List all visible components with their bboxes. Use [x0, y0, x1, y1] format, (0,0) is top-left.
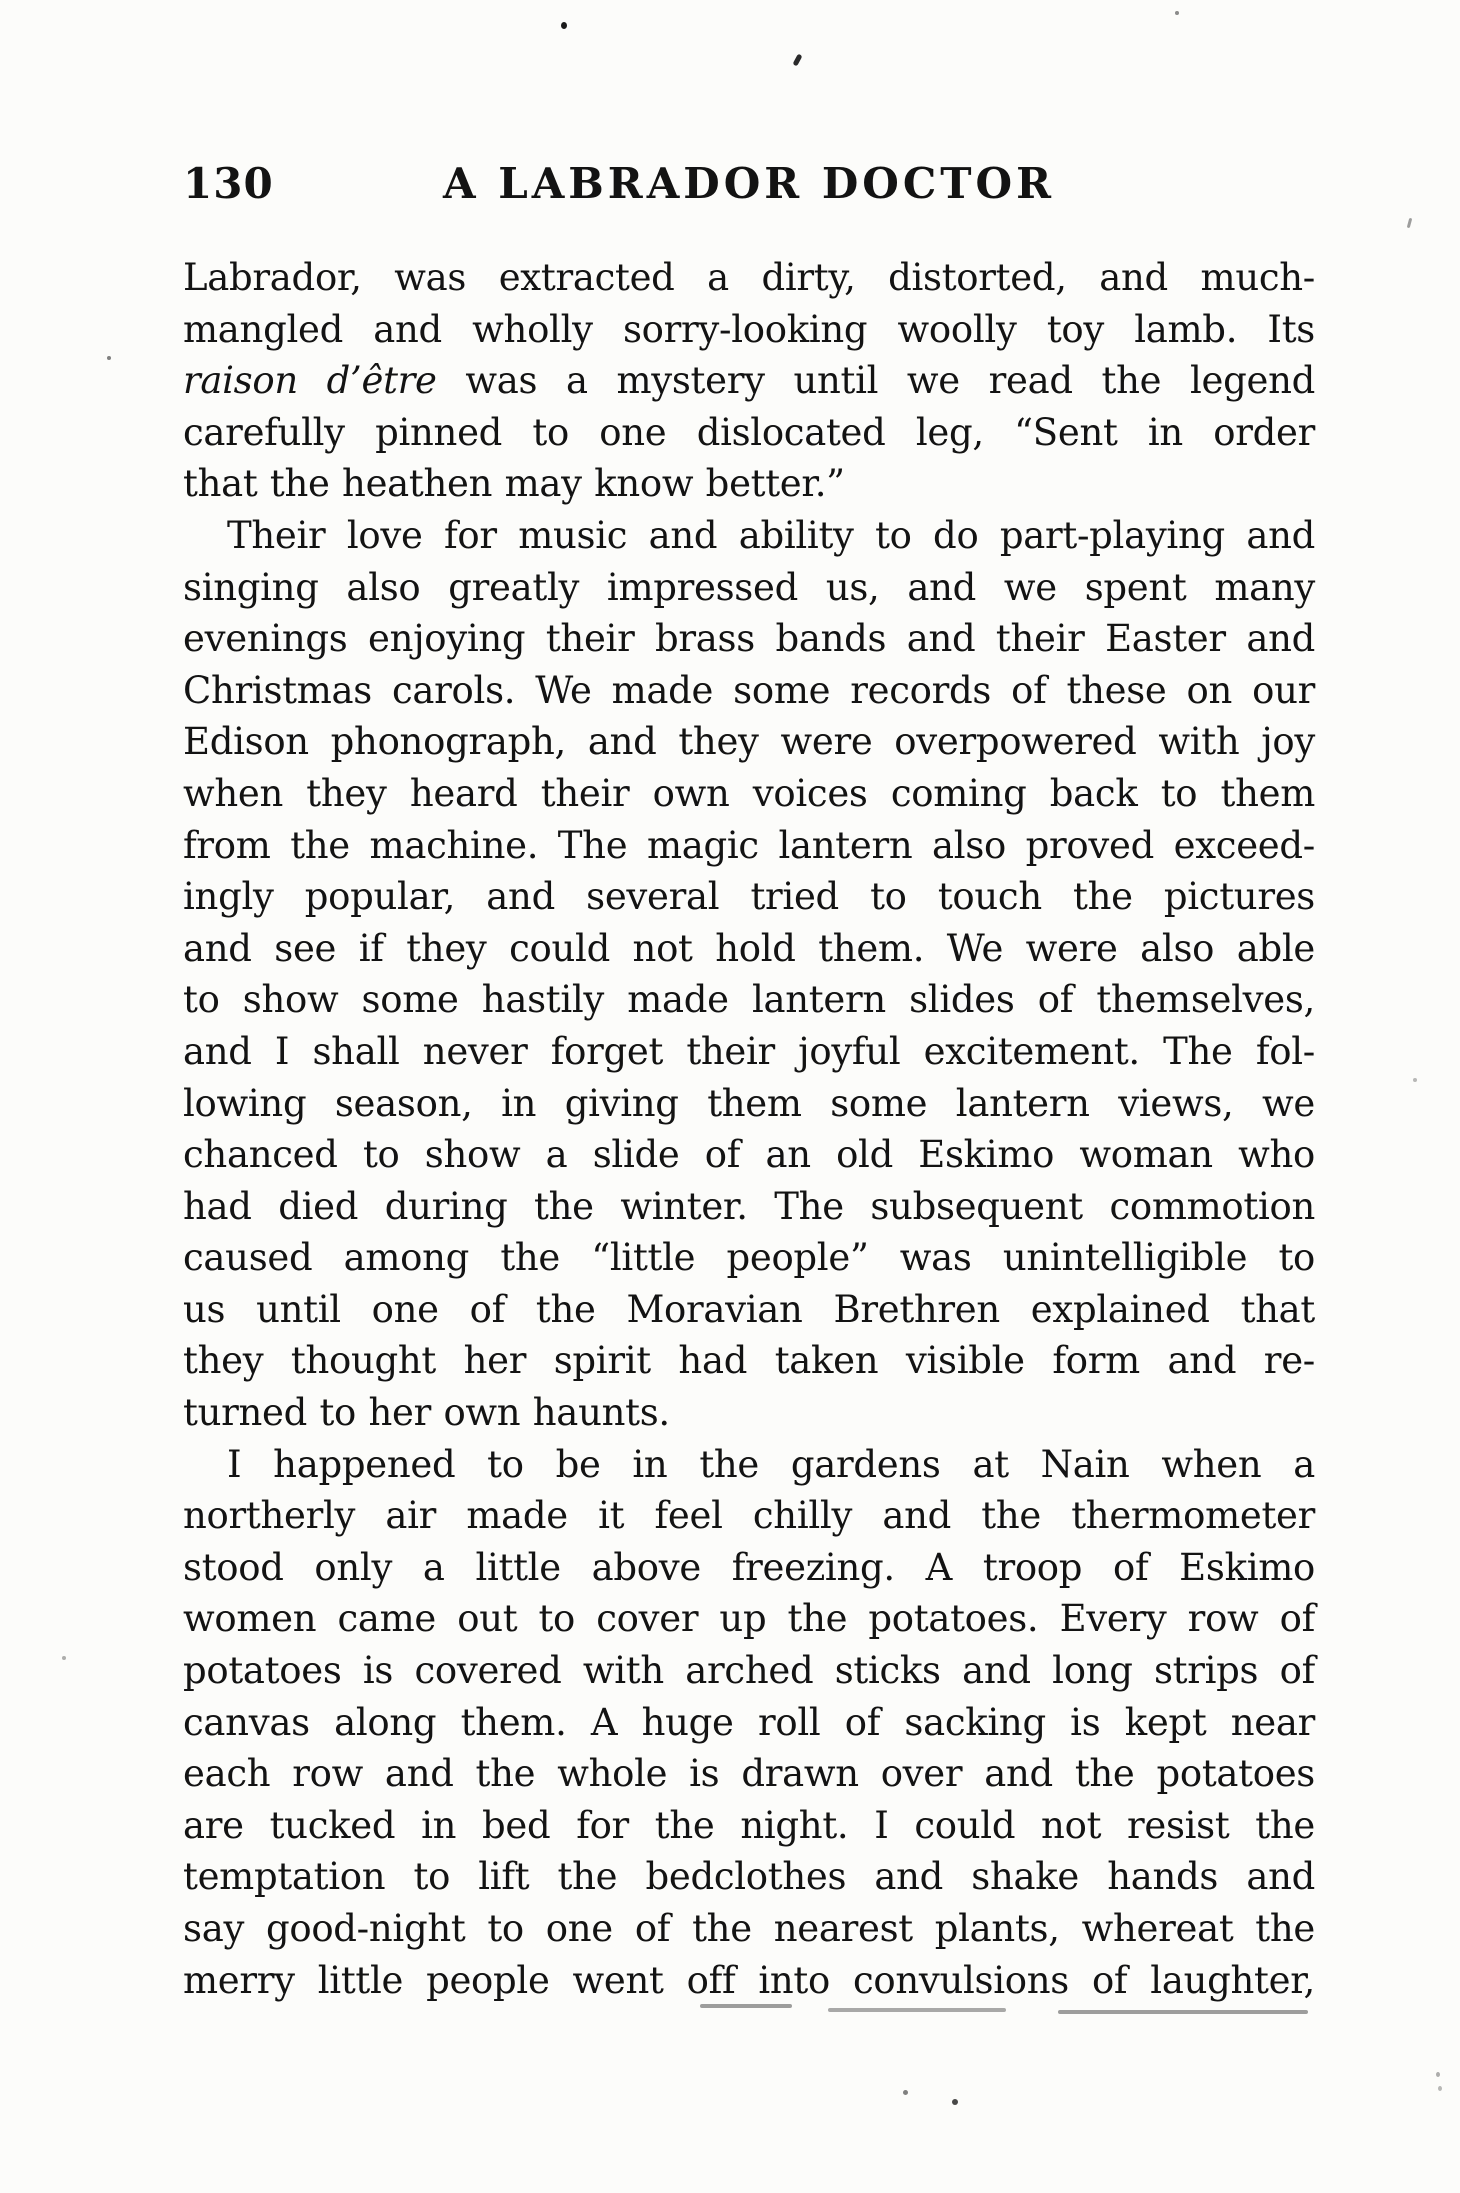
text-segment: evenings enjoying their brass bands and their Easter and [183, 617, 1315, 661]
body-line [183, 1026, 1315, 1078]
body-line [183, 871, 1315, 923]
body-line [183, 768, 1315, 820]
body-line [183, 562, 1315, 614]
body-line [183, 1903, 1315, 1955]
body-line [183, 1284, 1315, 1336]
body-line [183, 1697, 1315, 1749]
scan-speck [952, 2099, 958, 2105]
text-segment: potatoes is covered with arched sticks and long strips of [183, 1649, 1315, 1693]
text-segment: Edison phonograph, and they were overpowered with joy [183, 720, 1315, 764]
body-line [183, 1748, 1315, 1800]
body-line [183, 1542, 1315, 1594]
text-segment: when they heard their own voices coming back to them [183, 771, 1315, 815]
text-segment: stood only a little above freezing. A troop of Eskimo [183, 1545, 1315, 1589]
body-line [183, 1593, 1315, 1645]
text-segment: canvas along them. A huge roll of sacking is kept near [183, 1700, 1315, 1744]
text-segment: temptation to lift the bedclothes and shake hands and [183, 1855, 1315, 1899]
text-segment: was a mystery until we read the legend [465, 359, 1316, 403]
scan-smudge [700, 2004, 792, 2008]
scan-speck [107, 356, 111, 360]
body-line [183, 458, 1315, 510]
text-segment: lowing season, in giving them some lantern views, we [183, 1081, 1315, 1125]
body-line [183, 510, 1315, 562]
text-segment: mangled and wholly sorry-looking woolly toy lamb. Its [183, 307, 1315, 351]
italic-phrase: raison d’être [183, 359, 466, 403]
text-segment: Labrador, was extracted a dirty, distorted, and much- [183, 256, 1315, 299]
text-segment: ingly popular, and several tried to touch the pictures [183, 875, 1315, 919]
text-segment: are tucked in bed for the night. I could not resist the [183, 1803, 1315, 1847]
body-line [183, 1387, 1315, 1439]
body-line [183, 1490, 1315, 1542]
body-line [183, 1645, 1315, 1697]
text-segment: caused among the “little people” was unintelligible to [183, 1236, 1315, 1280]
text-segment: Their love for music and ability to do part-playing and [227, 513, 1315, 557]
body-line [183, 1851, 1315, 1903]
body-text [183, 252, 1315, 2006]
text-segment: to show some hastily made lantern slides of themselves, [183, 978, 1315, 1022]
body-line [183, 716, 1315, 768]
body-line [183, 1335, 1315, 1387]
text-segment: and see if they could not hold them. We were also able [183, 926, 1315, 970]
scan-smudge [828, 2008, 1006, 2012]
body-line [183, 1181, 1315, 1233]
body-line [183, 820, 1315, 872]
running-title: A LABRADOR DOCTOR [442, 159, 1056, 208]
scan-speck [561, 22, 567, 29]
page-number: 130 [183, 159, 274, 208]
scan-speck [1407, 218, 1412, 228]
body-line [183, 1955, 1315, 2007]
body-line [183, 1129, 1315, 1181]
text-segment: I happened to be in the gardens at Nain when a [227, 1442, 1315, 1486]
text-segment: Christmas carols. We made some records of these on our [183, 668, 1315, 712]
body-line [183, 407, 1315, 459]
text-segment: say good-night to one of the nearest plants, whereat the [183, 1907, 1315, 1950]
text-segment: that the heathen may know better.” [183, 462, 845, 506]
text-segment: merry little people went off into convulsions of laughter, [183, 1958, 1315, 2002]
body-line [183, 355, 1315, 407]
body-line [183, 1232, 1315, 1284]
text-segment: from the machine. The magic lantern also proved exceed- [183, 823, 1315, 867]
scan-speck [1438, 2086, 1442, 2091]
body-line [183, 1078, 1315, 1130]
body-line [183, 252, 1315, 304]
body-line [183, 1439, 1315, 1491]
scan-smudge [1058, 2010, 1308, 2014]
body-line [183, 304, 1315, 356]
text-segment: had died during the winter. The subsequent commotion [183, 1184, 1315, 1228]
body-line [183, 613, 1315, 665]
scan-speck [62, 1656, 66, 1660]
body-line [183, 1800, 1315, 1852]
text-segment: they thought her spirit had taken visible form and re- [183, 1339, 1315, 1383]
text-segment: singing also greatly impressed us, and we spent many [183, 565, 1315, 609]
body-line [183, 665, 1315, 717]
text-segment: and I shall never forget their joyful excitement. The fol- [183, 1029, 1315, 1073]
scan-speck [1175, 11, 1179, 15]
text-column [183, 158, 1315, 2006]
text-segment: us until one of the Moravian Brethren explained that [183, 1287, 1315, 1331]
body-line [183, 974, 1315, 1026]
scan-speck [1436, 2072, 1440, 2077]
text-segment: women came out to cover up the potatoes. Every row of [183, 1597, 1315, 1641]
scan-speck [903, 2090, 908, 2095]
scan-speck [1413, 1078, 1417, 1082]
scan-speck [792, 54, 802, 67]
text-segment: carefully pinned to one dislocated leg, “Sent in order [183, 410, 1315, 454]
page-header [183, 158, 1315, 210]
text-segment: turned to her own haunts. [183, 1391, 670, 1435]
text-segment: each row and the whole is drawn over and the potatoes [183, 1752, 1315, 1796]
text-segment: chanced to show a slide of an old Eskimo woman who [183, 1133, 1315, 1177]
body-line [183, 923, 1315, 975]
text-segment: northerly air made it feel chilly and the thermometer [183, 1494, 1315, 1538]
